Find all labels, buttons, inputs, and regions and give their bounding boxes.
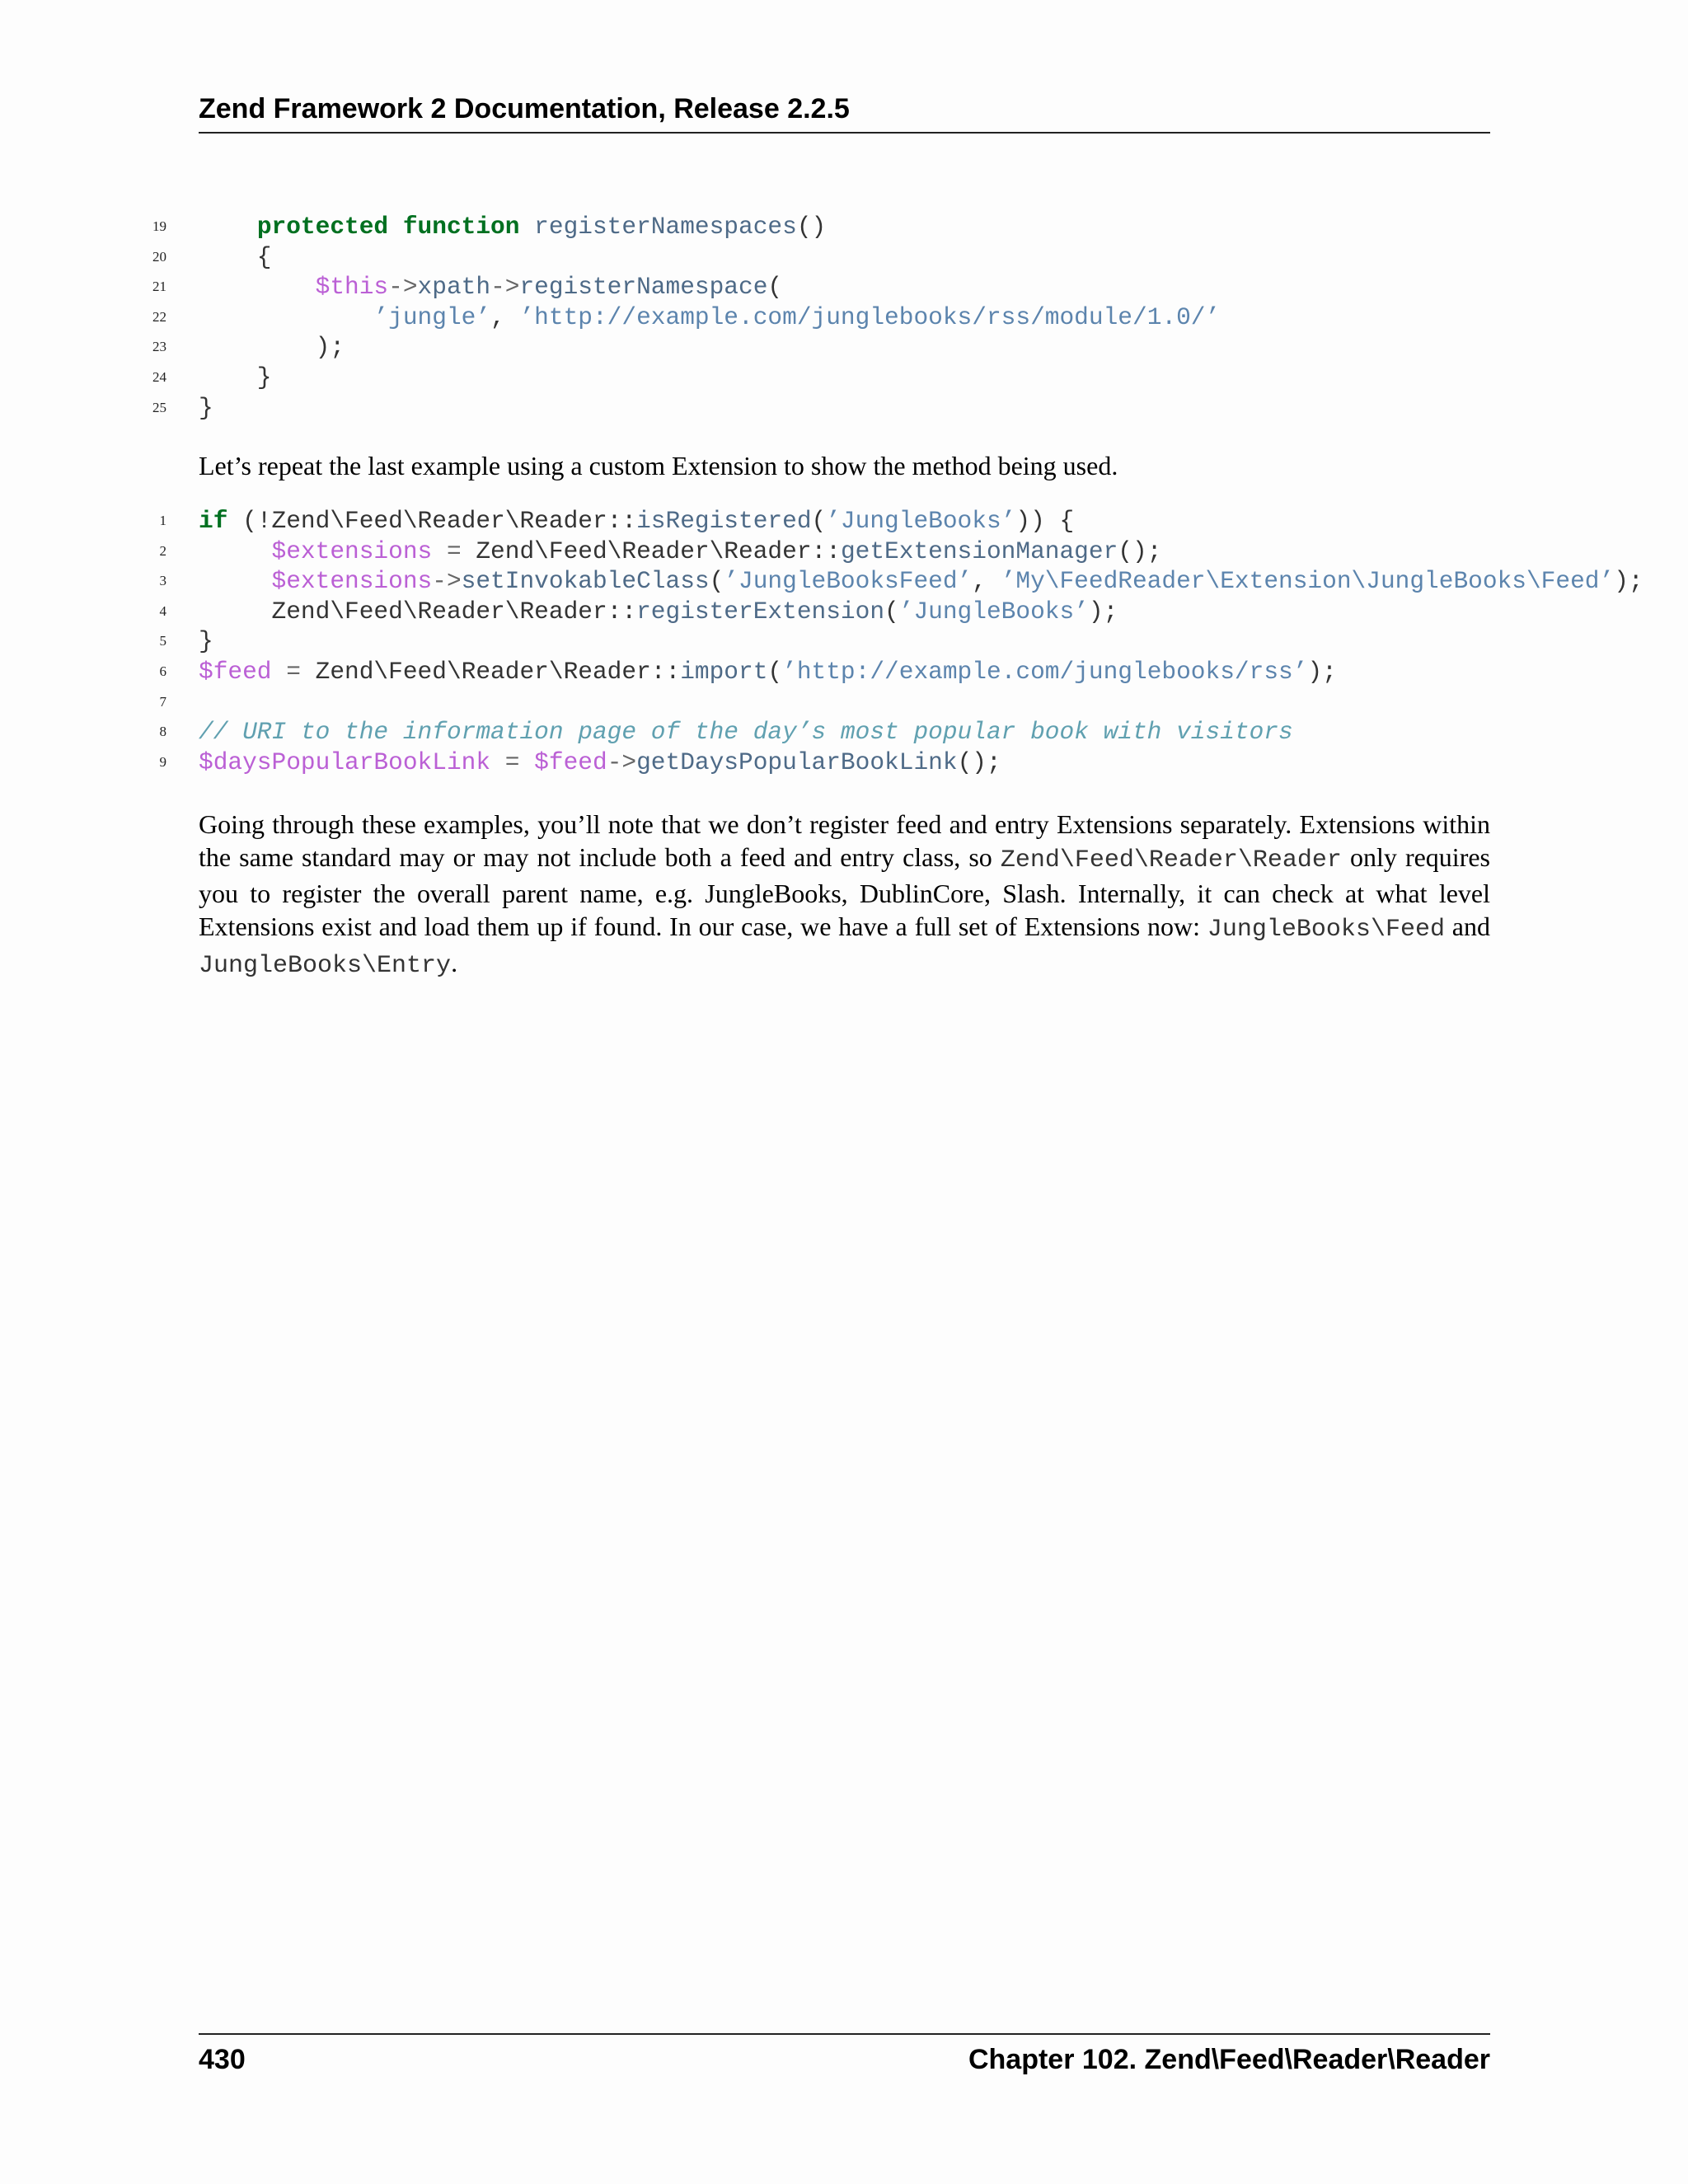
- line-number: 9: [159, 753, 166, 770]
- code-token: (: [767, 273, 783, 302]
- code-token: $feed: [199, 657, 272, 686]
- code-token: (: [767, 657, 783, 686]
- code-token: $this: [315, 273, 389, 302]
- code-text: [199, 242, 272, 273]
- intro-paragraph: Let’s repeat the last example using a custom Extension to show the method being used.: [199, 451, 1118, 480]
- code-token: {: [199, 242, 272, 271]
- code-token: [199, 567, 272, 595]
- code-token: ’JungleBooks’: [826, 507, 1016, 535]
- code-token: // URI to the information page of the day’s most popular book with visitors: [199, 718, 1293, 747]
- line-number: 23: [152, 339, 166, 355]
- code-token: $extensions: [271, 537, 433, 565]
- code-text: [199, 748, 1001, 778]
- code-token: Zend\Feed\Reader\Reader::: [315, 657, 681, 686]
- code-token: [388, 213, 403, 241]
- code-token: ->: [432, 567, 462, 596]
- code-text: [199, 537, 1161, 567]
- code-text: [199, 212, 826, 242]
- code-token: [199, 273, 316, 301]
- code-text: [199, 626, 213, 657]
- code-token: [519, 213, 534, 241]
- explanation-text-3: and: [1444, 912, 1491, 941]
- line-number: 20: [152, 248, 166, 265]
- code-token: ’http://example.com/junglebooks/rss/module/1.0/’: [519, 302, 1221, 331]
- line-number: 5: [159, 633, 166, 649]
- explanation-paragraph: [199, 808, 1490, 982]
- code-token: Zend\Feed\Reader\Reader::: [476, 537, 841, 565]
- code-token: $feed: [534, 748, 607, 776]
- code-text: [199, 597, 1118, 627]
- explanation-text-1: Going through these examples, you’ll note that we don’t register feed and entry Extensions separately. Extensions within the same standard may or may not include both a feed and entry class, so: [199, 809, 1490, 872]
- code-token: if: [199, 507, 228, 535]
- line-number: 24: [152, 368, 166, 385]
- inline-code-reader-class: Zend\Feed\Reader\Reader: [1000, 846, 1342, 874]
- code-token: function: [402, 213, 520, 241]
- code-token: }: [199, 393, 213, 422]
- code-token: ->: [607, 748, 637, 776]
- explanation-text-2: only requires you to register the overall parent name, e.g. JungleBooks, DublinCore, Slash. Internally, it can check at what level Extensions exist and load them up if found. In our case, we have a full set of Extensions now:: [199, 842, 1491, 941]
- code-token: =: [271, 657, 316, 686]
- code-token: [199, 213, 257, 241]
- code-token: setInvokableClass: [461, 567, 710, 596]
- code-token: getDaysPopularBookLink: [636, 748, 958, 776]
- code-token: registerNamespaces: [534, 213, 797, 241]
- line-number: 25: [152, 399, 166, 415]
- code-token: ’JungleBooks’: [898, 597, 1089, 626]
- page-header: [199, 92, 1490, 134]
- code-token: );: [1088, 597, 1118, 626]
- code-text: [199, 363, 272, 393]
- code-text: [199, 393, 213, 424]
- code-token: protected: [256, 213, 389, 241]
- code-token: $extensions: [271, 567, 433, 596]
- code-token: (): [796, 213, 827, 241]
- code-token: registerNamespace: [519, 273, 768, 302]
- code-token: ();: [1118, 537, 1162, 565]
- document-title: Zend Framework 2 Documentation, Release 2.2.5: [199, 93, 850, 124]
- line-number: 4: [159, 602, 166, 619]
- code-token: ,: [972, 567, 1001, 596]
- code-text: [199, 717, 1293, 748]
- code-text: [199, 272, 782, 302]
- code-token: (: [709, 567, 724, 596]
- code-token: ’jungle’: [373, 302, 491, 331]
- code-text: [199, 302, 1220, 333]
- code-text: [199, 332, 345, 363]
- code-token: ,: [490, 302, 520, 331]
- code-token: }: [199, 363, 272, 391]
- code-token: =: [490, 748, 535, 776]
- inline-code-entry-extension: JungleBooks\Entry: [199, 952, 452, 980]
- page-footer: [199, 2033, 1490, 2084]
- code-token: [199, 537, 272, 565]
- code-token: }: [199, 627, 213, 656]
- code-token: import: [680, 657, 768, 686]
- page-number: 430: [199, 2044, 246, 2075]
- line-number: 22: [152, 308, 166, 325]
- code-token: (!Zend\Feed\Reader\Reader::: [227, 507, 637, 535]
- code-token: ’http://example.com/junglebooks/rss’: [782, 657, 1308, 686]
- code-token: [199, 303, 373, 331]
- code-token: );: [1307, 657, 1337, 686]
- code-text: [199, 506, 1074, 537]
- code-token: $daysPopularBookLink: [199, 748, 491, 776]
- line-number: 7: [159, 693, 166, 710]
- code-token: );: [199, 333, 345, 362]
- inline-code-feed-extension: JungleBooks\Feed: [1207, 916, 1445, 944]
- line-number: 19: [152, 218, 166, 234]
- code-token: ->: [388, 273, 418, 302]
- code-token: ’JungleBooksFeed’: [724, 567, 973, 596]
- explanation-text-4: .: [451, 948, 458, 977]
- code-token: )) {: [1015, 507, 1075, 535]
- code-token: Zend\Feed\Reader\Reader::: [199, 597, 637, 626]
- code-token: (: [884, 597, 899, 626]
- code-token: ();: [957, 748, 1001, 776]
- code-token: getExtensionManager: [840, 537, 1118, 565]
- code-text: [199, 566, 1643, 597]
- code-token: (: [811, 507, 827, 535]
- code-token: isRegistered: [636, 507, 812, 535]
- line-number: 8: [159, 724, 166, 740]
- line-number: 2: [159, 542, 166, 559]
- code-token: );: [1614, 567, 1643, 596]
- code-token: ’My\FeedReader\Extension\JungleBooks\Feed’: [1001, 567, 1615, 596]
- code-token: xpath: [417, 273, 491, 302]
- code-text: [199, 657, 1337, 687]
- code-token: registerExtension: [636, 597, 885, 626]
- code-token: =: [432, 537, 476, 565]
- line-number: 3: [159, 573, 166, 589]
- chapter-title: Chapter 102. Zend\Feed\Reader\Reader: [968, 2044, 1490, 2075]
- line-number: 6: [159, 663, 166, 679]
- line-number: 1: [159, 513, 166, 528]
- code-token: ->: [490, 273, 520, 302]
- line-number: 21: [152, 279, 166, 295]
